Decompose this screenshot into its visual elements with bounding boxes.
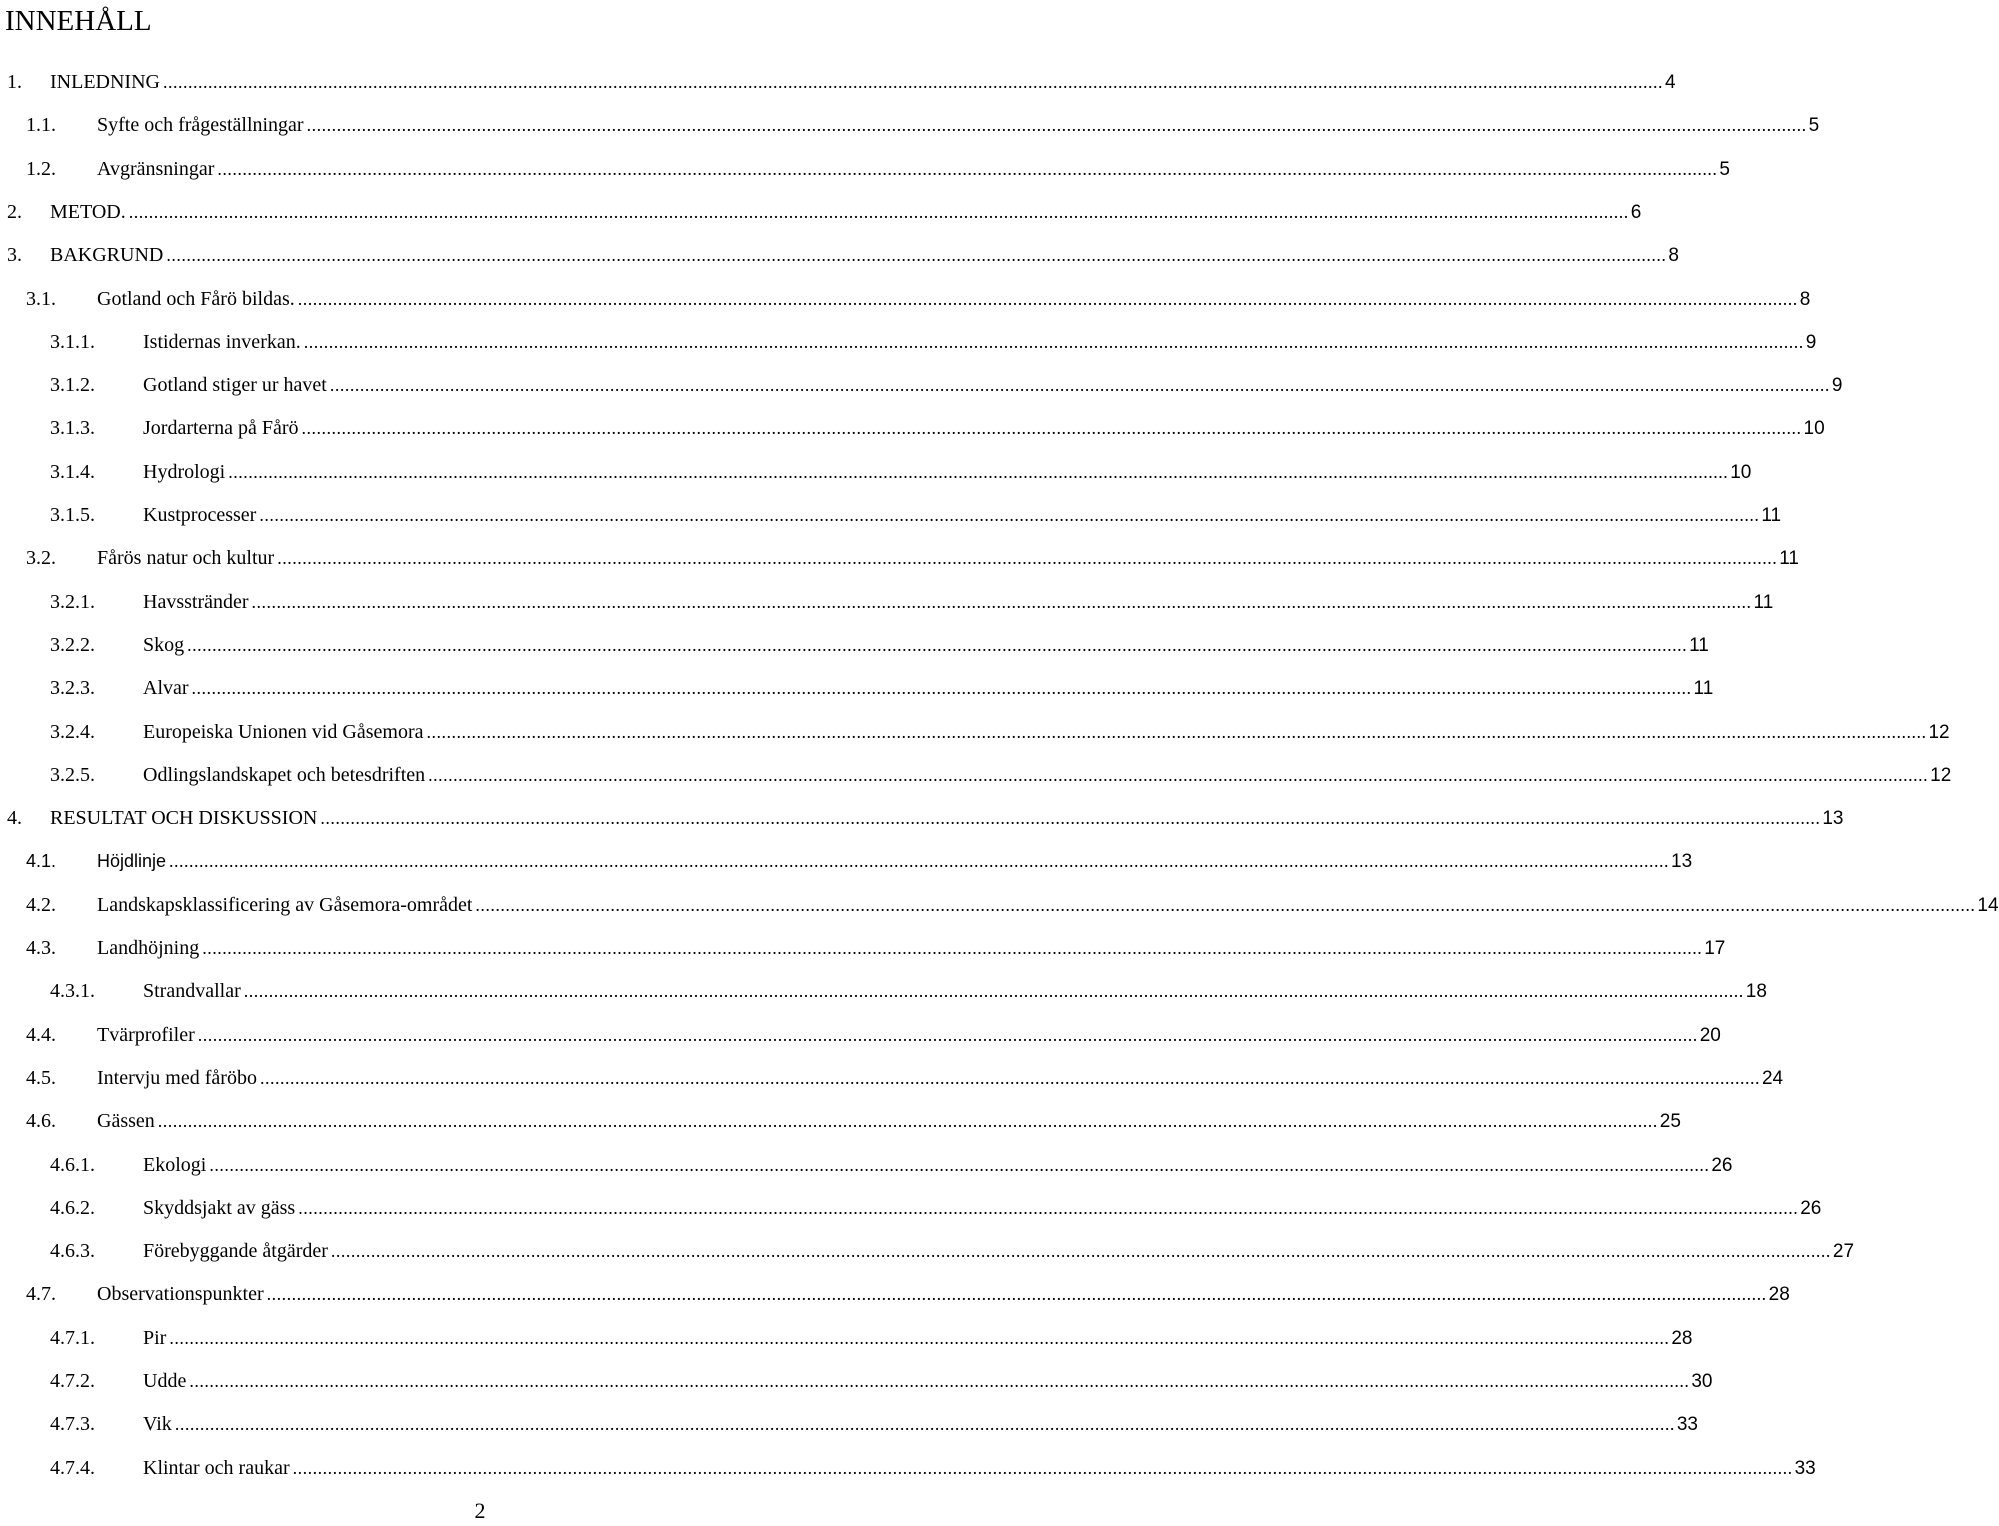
toc-entry-number: 3.1.2. [50, 374, 95, 396]
toc-dot-leader: ............................................................................................................................................................................................................................................................................................................ [162, 72, 1663, 92]
toc-entry[interactable] [0, 846, 1693, 876]
toc-entry-title: Jordarterna på Fårö [143, 417, 299, 439]
toc-entry-page: 26 [1711, 1155, 1733, 1176]
toc-entry-number: 3.2. [26, 547, 56, 569]
toc-entry-number: 4.3. [26, 937, 56, 959]
toc-entry-page: 8 [1799, 289, 1811, 310]
toc-entry-page: 8 [1668, 245, 1679, 266]
toc-entry-title: Klintar och raukar [143, 1457, 290, 1479]
toc-entry-page: 10 [1803, 418, 1825, 439]
toc-entry-number: 1. [7, 71, 22, 93]
toc-dot-leader: ............................................................................................................................................................................................................................................................................................................ [187, 635, 1688, 655]
toc-entry[interactable] [0, 1106, 1681, 1136]
toc-entry-number: 4.2. [26, 894, 56, 916]
toc-dot-leader: ............................................................................................................................................................................................................................................................................................................ [189, 1371, 1690, 1391]
toc-entry-page: 25 [1659, 1111, 1681, 1132]
toc-entry[interactable] [0, 1323, 1693, 1353]
toc-entry[interactable] [0, 976, 1767, 1006]
toc-entry-title: Alvar [143, 677, 189, 699]
toc-entry-page: 11 [1761, 505, 1782, 526]
toc-dot-leader: ............................................................................................................................................................................................................................................................................................................ [191, 678, 1692, 698]
toc-dot-leader: ............................................................................................................................................................................................................................................................................................................ [169, 1328, 1670, 1348]
toc-entry-page: 6 [1630, 202, 1642, 223]
toc-entry-page: 24 [1761, 1068, 1784, 1089]
toc-entry[interactable] [0, 370, 1843, 400]
toc-entry-title: Skog [143, 634, 185, 656]
toc-entry-title: METOD. [50, 201, 126, 223]
toc-dot-leader: ............................................................................................................................................................................................................................................................................................................ [303, 332, 1804, 352]
toc-dot-leader: ............................................................................................................................................................................................................................................................................................................ [202, 938, 1703, 958]
toc-entry[interactable] [0, 760, 1952, 790]
toc-entry-number: 3.1.4. [50, 461, 95, 483]
toc-entry-title: Syfte och frågeställningar [97, 114, 304, 136]
toc-dot-leader: ............................................................................................................................................................................................................................................................................................................ [251, 592, 1752, 612]
toc-entry[interactable] [0, 1453, 1816, 1483]
toc-dot-leader: ............................................................................................................................................................................................................................................................................................................ [174, 1414, 1675, 1434]
toc-entry-title: Avgränsningar [97, 158, 215, 180]
toc-dot-leader: ............................................................................................................................................................................................................................................................................................................ [128, 202, 1629, 222]
page-number: 2 [474, 1498, 486, 1523]
toc-dot-leader: ............................................................................................................................................................................................................................................................................................................ [475, 895, 1976, 915]
toc-entry-title: Ekologi [143, 1154, 207, 1176]
toc-entry-number: 1.2. [26, 158, 56, 180]
toc-entry[interactable] [0, 673, 1714, 703]
toc-entry-title: Odlingslandskapet och betesdriften [143, 764, 426, 786]
toc-entry[interactable] [0, 803, 1844, 833]
toc-entry-number: 3.1.1. [50, 331, 95, 353]
toc-entry-title: Istidernas inverkan. [143, 331, 301, 353]
toc-entry-number: 4.7.1. [50, 1327, 95, 1349]
toc-entry-number: 4.4. [26, 1024, 56, 1046]
toc-entry-number: 4.1. [26, 851, 57, 871]
toc-entry-number: 4.7.4. [50, 1457, 95, 1479]
toc-dot-leader: ............................................................................................................................................................................................................................................................................................................ [330, 1241, 1831, 1261]
toc-entry-page: 12 [1930, 765, 1952, 786]
toc-dot-leader: ............................................................................................................................................................................................................................................................................................................ [259, 505, 1760, 525]
toc-entry-title: Kustprocesser [143, 504, 257, 526]
toc-dot-leader: ............................................................................................................................................................................................................................................................................................................ [297, 289, 1798, 309]
toc-entry[interactable] [0, 1236, 1855, 1266]
toc-entry-title: Landskapsklassificering av Gåsemora-området [97, 894, 473, 916]
toc-entry-page: 28 [1768, 1284, 1790, 1305]
toc-dot-leader: ............................................................................................................................................................................................................................................................................................................ [292, 1458, 1793, 1478]
toc-entry-number: 3.2.3. [50, 677, 95, 699]
toc-entry[interactable] [0, 197, 1642, 227]
toc-entry[interactable] [0, 587, 1774, 617]
toc-entry[interactable] [0, 1366, 1713, 1396]
toc-dot-leader: ............................................................................................................................................................................................................................................................................................................ [426, 722, 1927, 742]
toc-entry-page: 26 [1800, 1198, 1822, 1219]
toc-entry-title: Europeiska Unionen vid Gåsemora [143, 721, 424, 743]
toc-entry-title: BAKGRUND [50, 244, 164, 266]
toc-entry[interactable] [0, 717, 1950, 747]
toc-entry-number: 4.7.3. [50, 1413, 95, 1435]
toc-entry-page: 33 [1794, 1458, 1816, 1479]
toc-entry[interactable] [0, 327, 1817, 357]
toc-entry-number: 4.3.1. [50, 980, 95, 1002]
toc-entry-number: 1.1. [26, 114, 56, 136]
toc-entry[interactable] [0, 110, 1820, 140]
toc-entry-number: 3.2.1. [50, 591, 95, 613]
toc-heading: INNEHÅLL [5, 5, 152, 37]
toc-entry-title: Gotland stiger ur havet [143, 374, 327, 396]
toc-entry-page: 20 [1699, 1025, 1721, 1046]
toc-entry[interactable] [0, 1020, 1721, 1050]
toc-dot-leader: ............................................................................................................................................................................................................................................................................................................ [301, 418, 1802, 438]
toc-entry-number: 3.1.3. [50, 417, 95, 439]
toc-entry-number: 3.2.4. [50, 721, 95, 743]
toc-entry-number: 4.7. [26, 1283, 56, 1305]
toc-entry-page: 27 [1832, 1241, 1855, 1262]
toc-entry-page: 9 [1831, 375, 1843, 396]
toc-entry-number: 3. [7, 244, 22, 266]
toc-entry-page: 13 [1822, 808, 1844, 829]
toc-entry-title: Gässen [97, 1110, 155, 1132]
toc-entry[interactable] [0, 933, 1726, 963]
toc-entry[interactable] [0, 67, 1676, 97]
toc-entry-page: 14 [1977, 895, 1999, 916]
toc-dot-leader: ............................................................................................................................................................................................................................................................................................................ [228, 462, 1729, 482]
toc-entry-title: Hydrologi [143, 461, 226, 483]
toc-entry-page: 11 [1753, 592, 1774, 613]
toc-entry[interactable] [0, 1063, 1784, 1093]
toc-dot-leader: ............................................................................................................................................................................................................................................................................................................ [428, 765, 1929, 785]
toc-entry-title: Fårös natur och kultur [97, 547, 275, 569]
toc-entry-page: 4 [1664, 72, 1676, 93]
toc-entry[interactable] [0, 284, 1811, 314]
toc-entry-title: Skyddsjakt av gäss [143, 1197, 296, 1219]
toc-entry-page: 30 [1691, 1371, 1713, 1392]
toc-entry-page: 18 [1745, 981, 1767, 1002]
toc-entry[interactable] [0, 457, 1752, 487]
toc-dot-leader: ............................................................................................................................................................................................................................................................................................................ [157, 1111, 1658, 1131]
toc-entry-page: 11 [1689, 635, 1709, 656]
toc-dot-leader: ............................................................................................................................................................................................................................................................................................................ [266, 1284, 1767, 1304]
toc-entry-page: 5 [1719, 159, 1730, 180]
toc-entry-page: 11 [1779, 548, 1799, 569]
toc-entry-title: INLEDNING [50, 71, 160, 93]
toc-entry-page: 13 [1671, 851, 1693, 872]
toc-dot-leader: ............................................................................................................................................................................................................................................................................................................ [329, 375, 1830, 395]
toc-entry-title: Havsstränder [143, 591, 249, 613]
toc-entry-page: 11 [1693, 678, 1714, 699]
toc-entry-title: Förebyggande åtgärder [143, 1240, 328, 1262]
toc-entry[interactable] [0, 413, 1825, 443]
toc-dot-leader: ............................................................................................................................................................................................................................................................................................................ [209, 1155, 1710, 1175]
toc-entry-number: 4.6.3. [50, 1240, 95, 1262]
toc-dot-leader: ............................................................................................................................................................................................................................................................................................................ [277, 548, 1778, 568]
toc-entry-page: 17 [1704, 938, 1726, 959]
toc-dot-leader: ............................................................................................................................................................................................................................................................................................................ [298, 1198, 1799, 1218]
toc-entry[interactable] [0, 890, 1999, 920]
toc-entry-title: Gotland och Fårö bildas. [97, 288, 295, 310]
toc-dot-leader: ............................................................................................................................................................................................................................................................................................................ [259, 1068, 1760, 1088]
toc-entry-title: Udde [143, 1370, 187, 1392]
toc-entry-number: 4.6. [26, 1110, 56, 1132]
toc-entry-page: 5 [1808, 115, 1820, 136]
toc-entry[interactable] [0, 500, 1782, 530]
toc-entry[interactable] [0, 630, 1709, 660]
toc-entry-number: 4.6.2. [50, 1197, 95, 1219]
toc-dot-leader: ............................................................................................................................................................................................................................................................................................................ [166, 245, 1667, 265]
toc-dot-leader: ............................................................................................................................................................................................................................................................................................................ [306, 115, 1807, 135]
toc-entry[interactable] [0, 1409, 1698, 1439]
toc-entry-title: Höjdlinje [97, 851, 167, 871]
toc-entry-number: 4. [7, 807, 22, 829]
toc-dot-leader: ............................................................................................................................................................................................................................................................................................................ [217, 159, 1718, 179]
toc-entry[interactable] [0, 1193, 1822, 1223]
toc-entry-number: 4.6.1. [50, 1154, 95, 1176]
toc-entry-title: Observationspunkter [97, 1283, 264, 1305]
toc-entry[interactable] [0, 1279, 1790, 1309]
toc-entry[interactable] [0, 543, 1799, 573]
toc-entry-number: 4.7.2. [50, 1370, 95, 1392]
toc-entry-number: 3.2.2. [50, 634, 95, 656]
toc-dot-leader: ............................................................................................................................................................................................................................................................................................................ [169, 851, 1670, 871]
toc-entry[interactable] [0, 154, 1730, 184]
toc-entry-number: 4.5. [26, 1067, 56, 1089]
toc-entry-title: Strandvallar [143, 980, 241, 1002]
toc-entry-title: Pir [143, 1327, 167, 1349]
toc-entry[interactable] [0, 240, 1679, 270]
toc-dot-leader: ............................................................................................................................................................................................................................................................................................................ [243, 981, 1744, 1001]
toc-entry-title: RESULTAT OCH DISKUSSION [50, 807, 318, 829]
toc-entry-title: Tvärprofiler [97, 1024, 195, 1046]
toc-dot-leader: ............................................................................................................................................................................................................................................................................................................ [320, 808, 1821, 828]
toc-entry-page: 10 [1730, 462, 1752, 483]
toc-entry-title: Vik [143, 1413, 172, 1435]
toc-entry-page: 28 [1671, 1328, 1693, 1349]
toc-entry-number: 3.1.5. [50, 504, 95, 526]
toc-entry-title: Landhöjning [97, 937, 200, 959]
toc-entry-page: 33 [1676, 1414, 1698, 1435]
toc-entry-number: 3.2.5. [50, 764, 95, 786]
toc-entry-title: Intervju med fåröbo [97, 1067, 257, 1089]
toc-entry-page: 12 [1928, 722, 1950, 743]
toc-entry-number: 2. [7, 201, 22, 223]
toc-entry-number: 3.1. [26, 288, 56, 310]
toc-entry-page: 9 [1805, 332, 1817, 353]
toc-entry[interactable] [0, 1150, 1733, 1180]
toc-dot-leader: ............................................................................................................................................................................................................................................................................................................ [197, 1025, 1698, 1045]
